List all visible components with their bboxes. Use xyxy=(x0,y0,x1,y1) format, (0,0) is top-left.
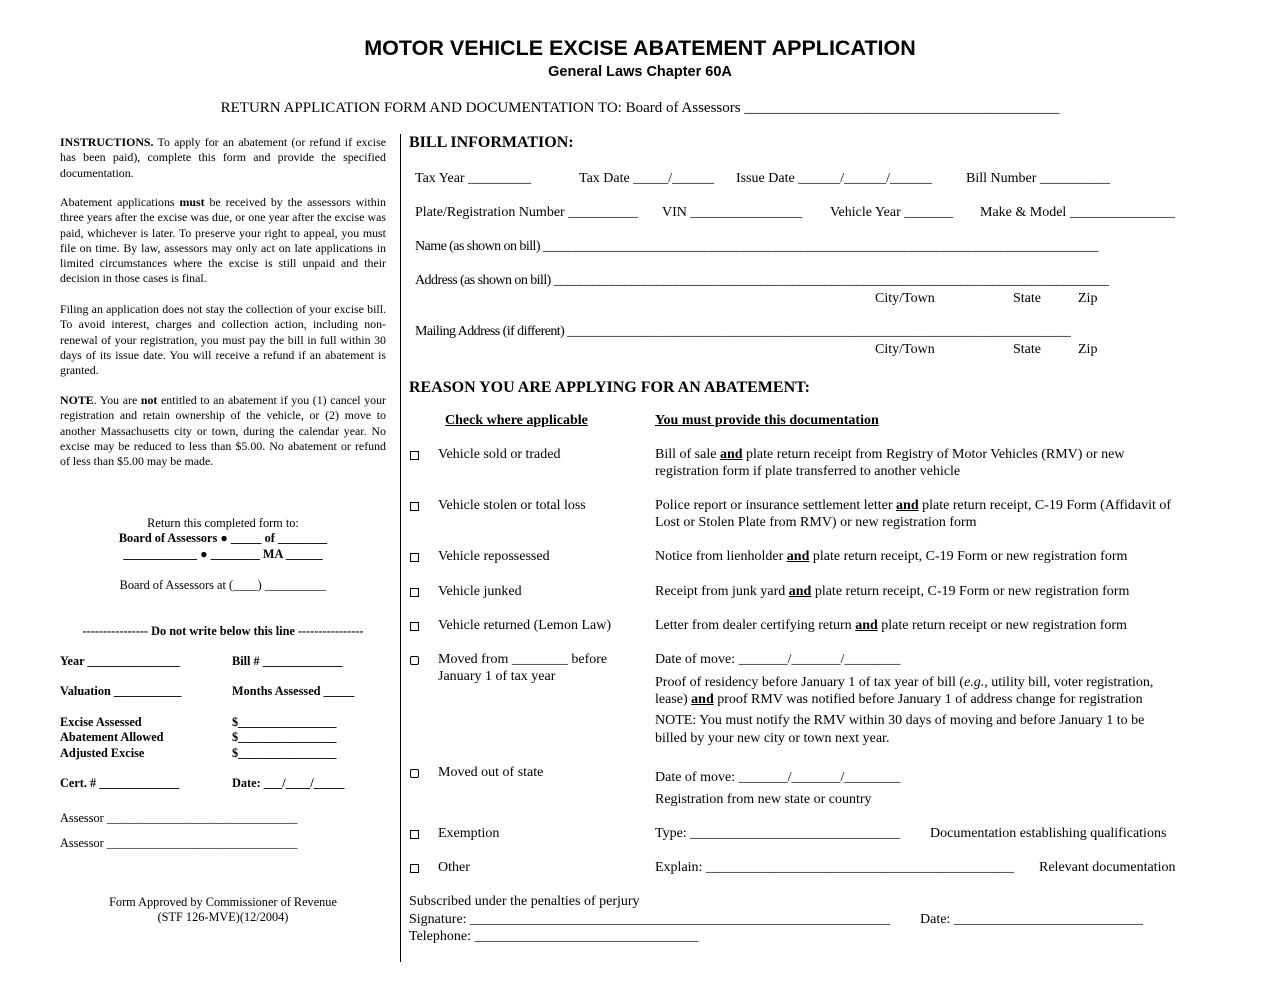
office-year: Year _______________ xyxy=(60,654,180,668)
reason-label-other: Other xyxy=(438,860,470,875)
doc-text: plate return receipt or new registration form xyxy=(877,618,1127,633)
instructions-heading: INSTRUCTIONS. xyxy=(60,135,154,149)
reason-label-moved-from-line2: January 1 of tax year xyxy=(438,669,556,684)
doc-text: Bill of sale xyxy=(655,447,720,462)
office-valuation: Valuation ___________ xyxy=(60,684,182,698)
return-to-line[interactable]: RETURN APPLICATION FORM AND DOCUMENTATION TO: Board of Assessors __________________________________________ xyxy=(220,100,1060,116)
board-address-line1: Board of Assessors ● _____ of ________ xyxy=(118,531,328,545)
do-not-write-line: ---------------- Do not write below this line ---------------- xyxy=(82,624,364,638)
doc-text: , utility bill, voter registration, xyxy=(984,675,1154,690)
abatement-allowed-amount: $________________ xyxy=(232,730,337,744)
doc-vehicle-sold xyxy=(655,447,1124,463)
note-text-a: . You are xyxy=(93,393,141,407)
checkbox-vehicle-returned[interactable] xyxy=(410,622,419,631)
reason-label-moved-from[interactable]: Moved from ________ before xyxy=(438,652,608,667)
doc-text: Proof of residency before January 1 of tax year of bill ( xyxy=(655,675,965,690)
deadline-must: must xyxy=(179,195,205,209)
checkbox-vehicle-stolen[interactable] xyxy=(410,502,419,511)
doc-moved-out: Registration from new state or country xyxy=(655,792,872,807)
doc-moved-proof-line2 xyxy=(655,692,1143,708)
adjusted-excise-amount: $________________ xyxy=(232,746,337,760)
tax-year-field[interactable]: Tax Year _________ xyxy=(415,171,532,186)
mailing-city-label: City/Town xyxy=(875,342,935,357)
doc-and: and xyxy=(691,692,714,707)
checkbox-vehicle-sold[interactable] xyxy=(410,451,419,460)
doc-and: and xyxy=(855,618,878,633)
doc-vehicle-returned xyxy=(655,618,1127,634)
assessor-line-2: Assessor _______________________________ xyxy=(60,836,298,850)
documentation-column-header: You must provide this documentation xyxy=(655,413,879,428)
office-bill-number: Bill # _____________ xyxy=(232,654,343,668)
doc-moved-proof xyxy=(655,675,1153,691)
deadline-text-b: be received by the assessors within three years after the excise was due, or one year after the excise was paid, whichever is later. To preserve your right to appeal, you must file on time. By law, assessors may only act on late applications in limited circumstances where the excise is still unpaid and their decision in those cases is final. xyxy=(60,195,386,286)
address-field[interactable]: Address (as shown on bill) ______________________________________________________________________________________ xyxy=(415,273,1109,288)
doc-text: proof RMV was notified before January 1 of address change for registration xyxy=(713,692,1143,707)
reason-label-vehicle-returned: Vehicle returned (Lemon Law) xyxy=(438,618,611,633)
doc-moved-note: NOTE: You must notify the RMV within 30 days of moving and before January 1 to be xyxy=(655,713,1145,728)
telephone-field[interactable]: Telephone: ________________________________ xyxy=(409,929,699,944)
form-subtitle: General Laws Chapter 60A xyxy=(548,64,732,80)
bill-number-field[interactable]: Bill Number __________ xyxy=(966,171,1110,186)
doc-text: Police report or insurance settlement letter xyxy=(655,498,897,513)
vehicle-year-field[interactable]: Vehicle Year _______ xyxy=(830,205,954,220)
reason-label-vehicle-sold: Vehicle sold or traded xyxy=(438,447,561,462)
signature-field[interactable]: Signature: ____________________________________________________________ xyxy=(409,912,891,927)
reason-label-moved-out: Moved out of state xyxy=(438,765,544,780)
instructions-paragraph xyxy=(60,135,386,181)
perjury-statement: Subscribed under the penalties of perjury xyxy=(409,894,640,909)
address-city-label: City/Town xyxy=(875,291,935,306)
doc-text: Receipt from junk yard xyxy=(655,584,789,599)
note-heading: NOTE xyxy=(60,393,94,407)
moved-from-date-field[interactable]: Date of move: _______/_______/________ xyxy=(655,652,901,667)
column-divider xyxy=(400,134,401,962)
doc-and: and xyxy=(896,498,919,513)
bill-info-heading: BILL INFORMATION: xyxy=(409,134,574,151)
checkbox-exemption[interactable] xyxy=(410,830,419,839)
instructions-text: To apply for an abatement (or refund if excise has been paid), complete this form and provide the specified documentation. xyxy=(60,135,386,180)
doc-vehicle-junked xyxy=(655,584,1129,600)
excise-assessed-amount: $________________ xyxy=(232,715,337,729)
doc-vehicle-repossessed xyxy=(655,549,1127,565)
reason-label-vehicle-stolen: Vehicle stolen or total loss xyxy=(438,498,586,513)
name-field[interactable]: Name (as shown on bill) ______________________________________________________________________________________ xyxy=(415,239,1098,254)
doc-and: and xyxy=(786,549,810,564)
reason-label-exemption: Exemption xyxy=(438,826,500,841)
doc-text: plate return receipt, C-19 Form or new registration form xyxy=(809,549,1128,564)
reason-label-vehicle-junked: Vehicle junked xyxy=(438,584,522,599)
adjusted-excise-label: Adjusted Excise xyxy=(60,746,145,760)
excise-assessed-label: Excise Assessed xyxy=(60,715,142,729)
checkbox-moved-out-of-state[interactable] xyxy=(410,769,419,778)
checkbox-other[interactable] xyxy=(410,864,419,873)
doc-moved-note-line2: billed by your new city or town next year. xyxy=(655,731,890,746)
doc-text: Notice from lienholder xyxy=(655,549,787,564)
doc-exemption: Documentation establishing qualifications xyxy=(930,826,1167,841)
deadline-paragraph xyxy=(60,195,386,287)
note-paragraph xyxy=(60,393,386,469)
doc-text: plate return receipt, C-19 Form (Affidavit of xyxy=(918,498,1172,513)
address-state-label: State xyxy=(1013,291,1041,306)
doc-and: and xyxy=(719,447,743,462)
vin-field[interactable]: VIN ________________ xyxy=(662,205,803,220)
doc-vehicle-sold-line2: registration form if plate transferred to another vehicle xyxy=(655,464,961,479)
other-explain-field[interactable]: Explain: ____________________________________________ xyxy=(655,860,1014,875)
return-form-to: Return this completed form to: xyxy=(147,516,299,530)
checkbox-vehicle-repossessed[interactable] xyxy=(410,553,419,562)
mailing-zip-label: Zip xyxy=(1078,342,1098,357)
board-address-line2: ____________ ● ________ MA ______ xyxy=(123,547,323,561)
form-number: (STF 126-MVE)(12/2004) xyxy=(157,910,289,924)
doc-vehicle-stolen-line2: Lost or Stolen Plate from RMV) or new registration form xyxy=(655,515,977,530)
office-cert-number: Cert. # _____________ xyxy=(60,776,180,790)
form-title: MOTOR VEHICLE EXCISE ABATEMENT APPLICATION xyxy=(364,36,916,60)
tax-date-field[interactable]: Tax Date _____/______ xyxy=(579,171,715,186)
form-approval: Form Approved by Commissioner of Revenue xyxy=(109,895,337,909)
doc-text: plate return receipt, C-19 Form or new registration form xyxy=(811,584,1130,599)
abatement-allowed-label: Abatement Allowed xyxy=(60,730,164,744)
office-date: Date: ___/____/_____ xyxy=(232,776,345,790)
doc-text: plate return receipt from Registry of Motor Vehicles (RMV) or new xyxy=(742,447,1125,462)
exemption-type-field[interactable]: Type: ______________________________ xyxy=(655,826,901,841)
collection-paragraph: Filing an application does not stay the collection of your excise bill. To avoid interest, charges and collection action, including non-renewal of your registration, you must pay the bill in full within 30 days of its issue date. You will receive a refund if an abatement is granted. xyxy=(60,302,386,378)
doc-other: Relevant documentation xyxy=(1039,860,1176,875)
deadline-text-a: Abatement applications xyxy=(60,195,180,209)
checkbox-moved-from[interactable] xyxy=(410,656,419,665)
address-zip-label: Zip xyxy=(1078,291,1098,306)
reason-heading: REASON YOU ARE APPLYING FOR AN ABATEMENT: xyxy=(409,379,810,396)
mailing-address-field[interactable]: Mailing Address (if different) ______________________________________________________________________________ xyxy=(415,324,1071,339)
note-not: not xyxy=(140,393,158,407)
signature-date-field[interactable]: Date: ___________________________ xyxy=(920,912,1143,927)
note-text-b: entitled to an abatement if you (1) cancel your registration and retain ownership of the vehicle, or (2) move to another Massachusetts city or town, during the calendar year. No excise may be reduced to less than $5.00. No abatement or refund of less than $5.00 may be made. xyxy=(60,393,386,469)
doc-text: lease) xyxy=(655,692,692,707)
office-months-assessed: Months Assessed _____ xyxy=(232,684,355,698)
board-phone: Board of Assessors at (____) __________ xyxy=(119,578,327,592)
checkbox-vehicle-junked[interactable] xyxy=(410,588,419,597)
make-model-field[interactable]: Make & Model _______________ xyxy=(980,205,1175,220)
mailing-state-label: State xyxy=(1013,342,1041,357)
doc-and: and xyxy=(788,584,812,599)
check-column-header: Check where applicable xyxy=(445,413,588,428)
doc-eg: e.g. xyxy=(964,675,985,690)
assessor-line-1: Assessor _______________________________ xyxy=(60,811,298,825)
doc-text: Letter from dealer certifying return xyxy=(655,618,856,633)
issue-date-field[interactable]: Issue Date ______/______/______ xyxy=(736,171,932,186)
moved-out-date-field[interactable]: Date of move: _______/_______/________ xyxy=(655,770,901,785)
reason-label-vehicle-repossessed: Vehicle repossessed xyxy=(438,549,550,564)
plate-number-field[interactable]: Plate/Registration Number __________ xyxy=(415,205,639,220)
doc-vehicle-stolen xyxy=(655,498,1171,514)
